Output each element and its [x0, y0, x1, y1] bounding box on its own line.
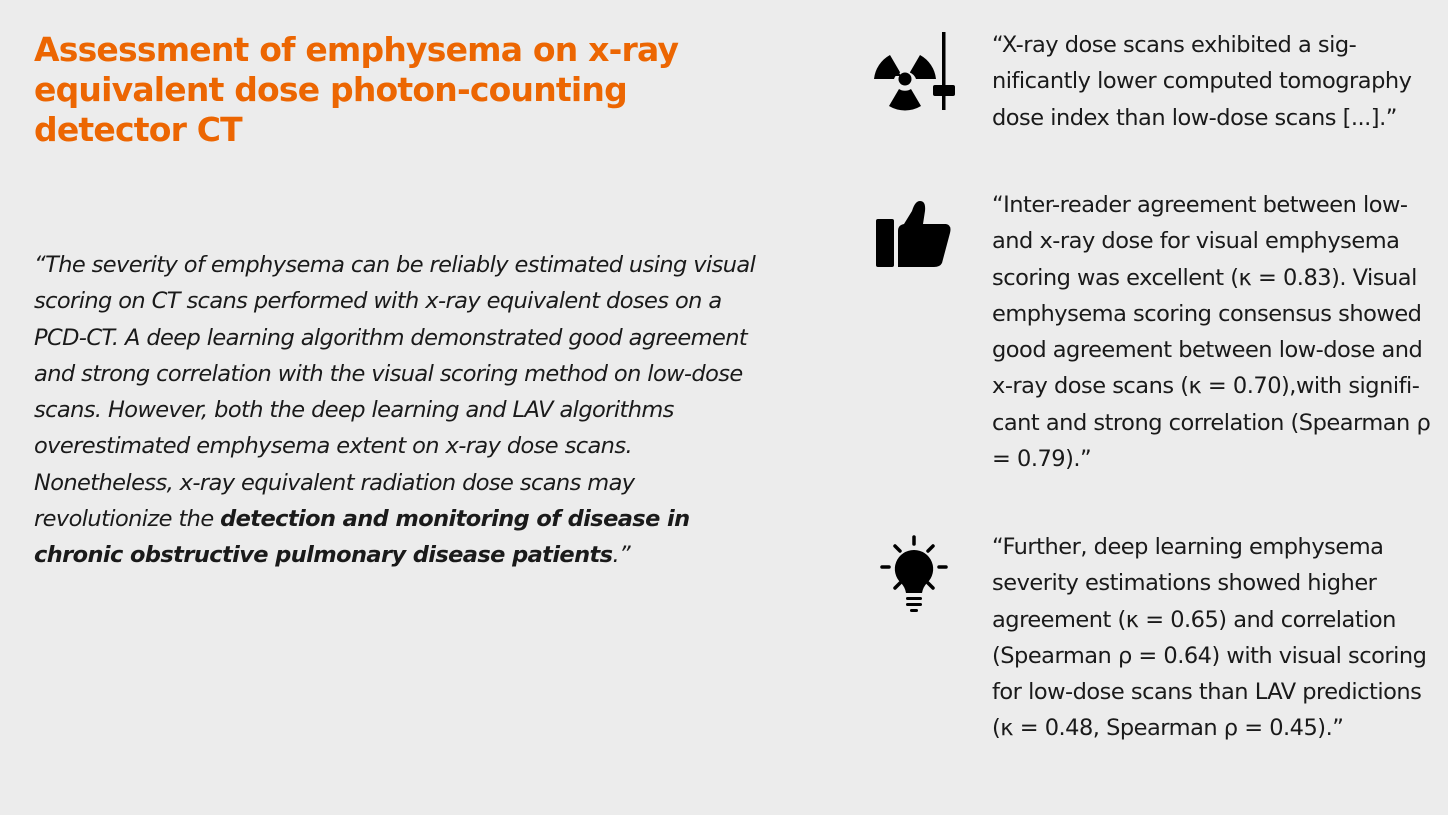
summary-emphasis: detection and monitoring of disease in chronic obstructive pulmonary disease patients — [34, 506, 690, 569]
summary-text: The severity of emphysema can be reliably estimated using visual scoring on CT scans performed with x-ray equivalent doses on a PCD-CT. A deep learning algorithm demonstrated good agreement and strong correlation with the visual scoring method on low-dose scans. However, both the deep learning and LAV algorithms overestimated emphysema extent on x-ray dose scans. Nonetheless, x-ray equivalent radiation dose scans may revolutionize the — [34, 252, 756, 533]
page-title: Assessment of emphysema on x-ray equivalent dose photon-counting detector CT — [34, 30, 679, 149]
finding-deep-learning-text: “Further, deep learning emphysema severity estimations showed higher agreement (κ = 0.65) and correlation (Spearman ρ = 0.64) with visual scoring for low-dose scans than LAV predictions (κ = 0.48, Spearman ρ = 0.45).” — [992, 534, 1427, 742]
lightbulb-icon — [870, 531, 960, 621]
summary-quote-open: “ — [34, 252, 46, 278]
finding-agreement-text: “Inter-reader agreement between low- and x-ray dose for visual emphysema scoring was excellent (κ = 0.83). Visual emphysema scoring consensus showed good agreement between low-dose and x-ray dose scans (κ = 0.70),with significant and strong correlation (Spearman ρ = 0.79).” — [992, 192, 1431, 473]
radiation-dose-slider-icon — [870, 29, 960, 119]
thumbs-up-icon — [870, 191, 960, 281]
summary-quote-close: .” — [612, 542, 631, 569]
finding-dose-text: “X-ray dose scans exhibited a significantly lower computed tomography dose index than low-dose scans [...].” — [992, 32, 1412, 131]
summary-quote — [34, 247, 774, 574]
